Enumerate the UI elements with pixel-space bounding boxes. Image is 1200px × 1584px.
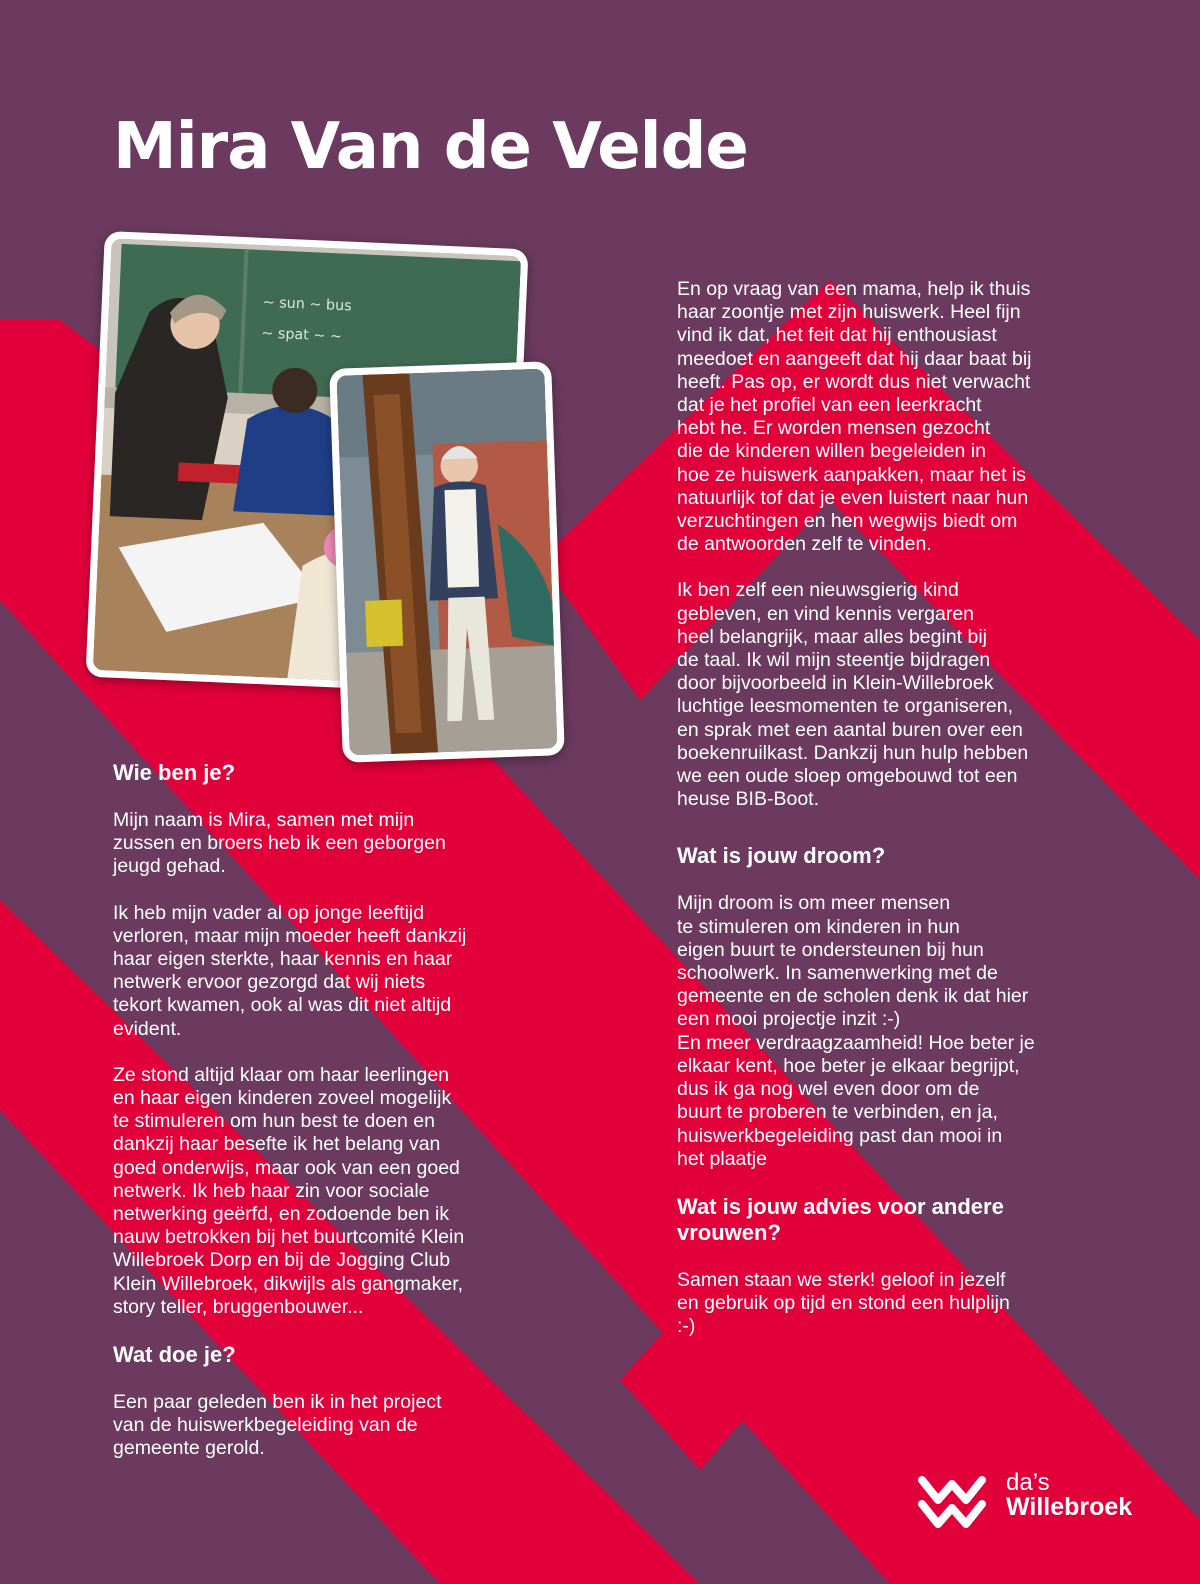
svg-text:~ spat ~ ~: ~ spat ~ ~: [261, 325, 343, 345]
do-paragraph-2: En op vraag van een mama, help ik thuis haar zoontje met zijn huiswerk. Heel fijn vind ik dat, het feit dat hij enthousiast meedoet en aangeeft dat hij daar baat bij heeft. Pas op, er wordt dus niet verwacht dat je het profiel van een leerkracht hebt he. Er worden mensen gezocht die de kinderen willen begeleiden in hoe ze huiswerk aanpakken, maar het is natuurlijk tof dat je even luistert naar hun verzuchtingen en hen wegwijs biedt om de antwoorden zelf te vinden.: [677, 278, 1032, 556]
do-paragraph-1: Een paar geleden ben ik in het project van de huiswerkbegeleiding van de gemeente gerold.: [113, 1391, 442, 1460]
logo-line-1: da’s: [1006, 1469, 1050, 1496]
left-column: [113, 760, 523, 1484]
dream-heading: Wat is jouw droom?: [677, 843, 886, 869]
advice-paragraph: Samen staan we sterk! geloof in jezelf en gebruik op tijd en stond een hulplijn :-): [677, 1268, 1010, 1338]
bib-boot-photo: [329, 361, 565, 763]
svg-text:~ sun ~ bus: ~ sun ~ bus: [262, 294, 352, 315]
who-paragraph-2: Ik heb mijn vader al op jonge leeftijd verloren, maar mijn moeder heeft dankzij haar eigen sterkte, haar kennis en haar netwerk ervoor gezorgd dat wij niets tekort kwamen, ook al was dit niet altijd evident.: [113, 901, 467, 1040]
who-heading: Wie ben je?: [113, 760, 236, 785]
who-paragraph-3: Ze stond altijd klaar om haar leerlingen en haar eigen kinderen zoveel mogelijk te stimuleren om hun best te doen en dankzij haar besefte ik het belang van goed onderwijs, maar ook van een goed netwerk. Ik heb haar zin voor sociale netwerking geërfd, en zodoende ben ik nauw betrokken bij het buurtcomité Klein Willebroek Dorp en bij de Jogging Club Klein Willebroek, dikwijls als gangmaker, story teller, bruggenbouwer...: [113, 1063, 465, 1318]
page-title: Mira Van de Velde: [113, 110, 748, 184]
do-heading: Wat doe je?: [113, 1342, 236, 1368]
advice-heading: Wat is jouw advies voor andere vrouwen?: [677, 1193, 1004, 1245]
right-column: [677, 278, 1087, 1362]
dream-paragraph: Mijn droom is om meer mensen te stimuleren om kinderen in hun eigen buurt te ondersteunen bij hun schoolwerk. In samenwerking met de gemeente en de scholen denk ik dat hier een mooi projectje inzit :-) En meer verdraagzaamheid! Hoe beter je elkaar kent, hoe beter je elkaar begrijpt, dus ik ga nog wel even door om de buurt te proberen te verbinden, en ja, huiswerkbegeleiding past dan mooi in het plaatje: [677, 892, 1035, 1170]
w-wave-logo-icon: [918, 1474, 998, 1534]
logo-line-2: Willebroek: [1006, 1493, 1133, 1521]
do-paragraph-3: Ik ben zelf een nieuwsgierig kind gebleven, en vind kennis vergaren heel belangrijk, maar alles begint bij de taal. Ik wil mijn steentje bijdragen door bijvoorbeeld in Klein-Willebroek luchtige leesmomenten te organiseren, en sprak met een aantal buren over een boekenruilkast. Dankzij hun hulp hebben we een oude sloep omgebouwd tot een heuse BIB-Boot.: [677, 579, 1029, 811]
who-paragraph-1: Mijn naam is Mira, samen met mijn zussen en broers heb ik een geborgen jeugd gehad.: [113, 809, 446, 878]
das-willebroek-logo: [918, 1470, 1158, 1540]
